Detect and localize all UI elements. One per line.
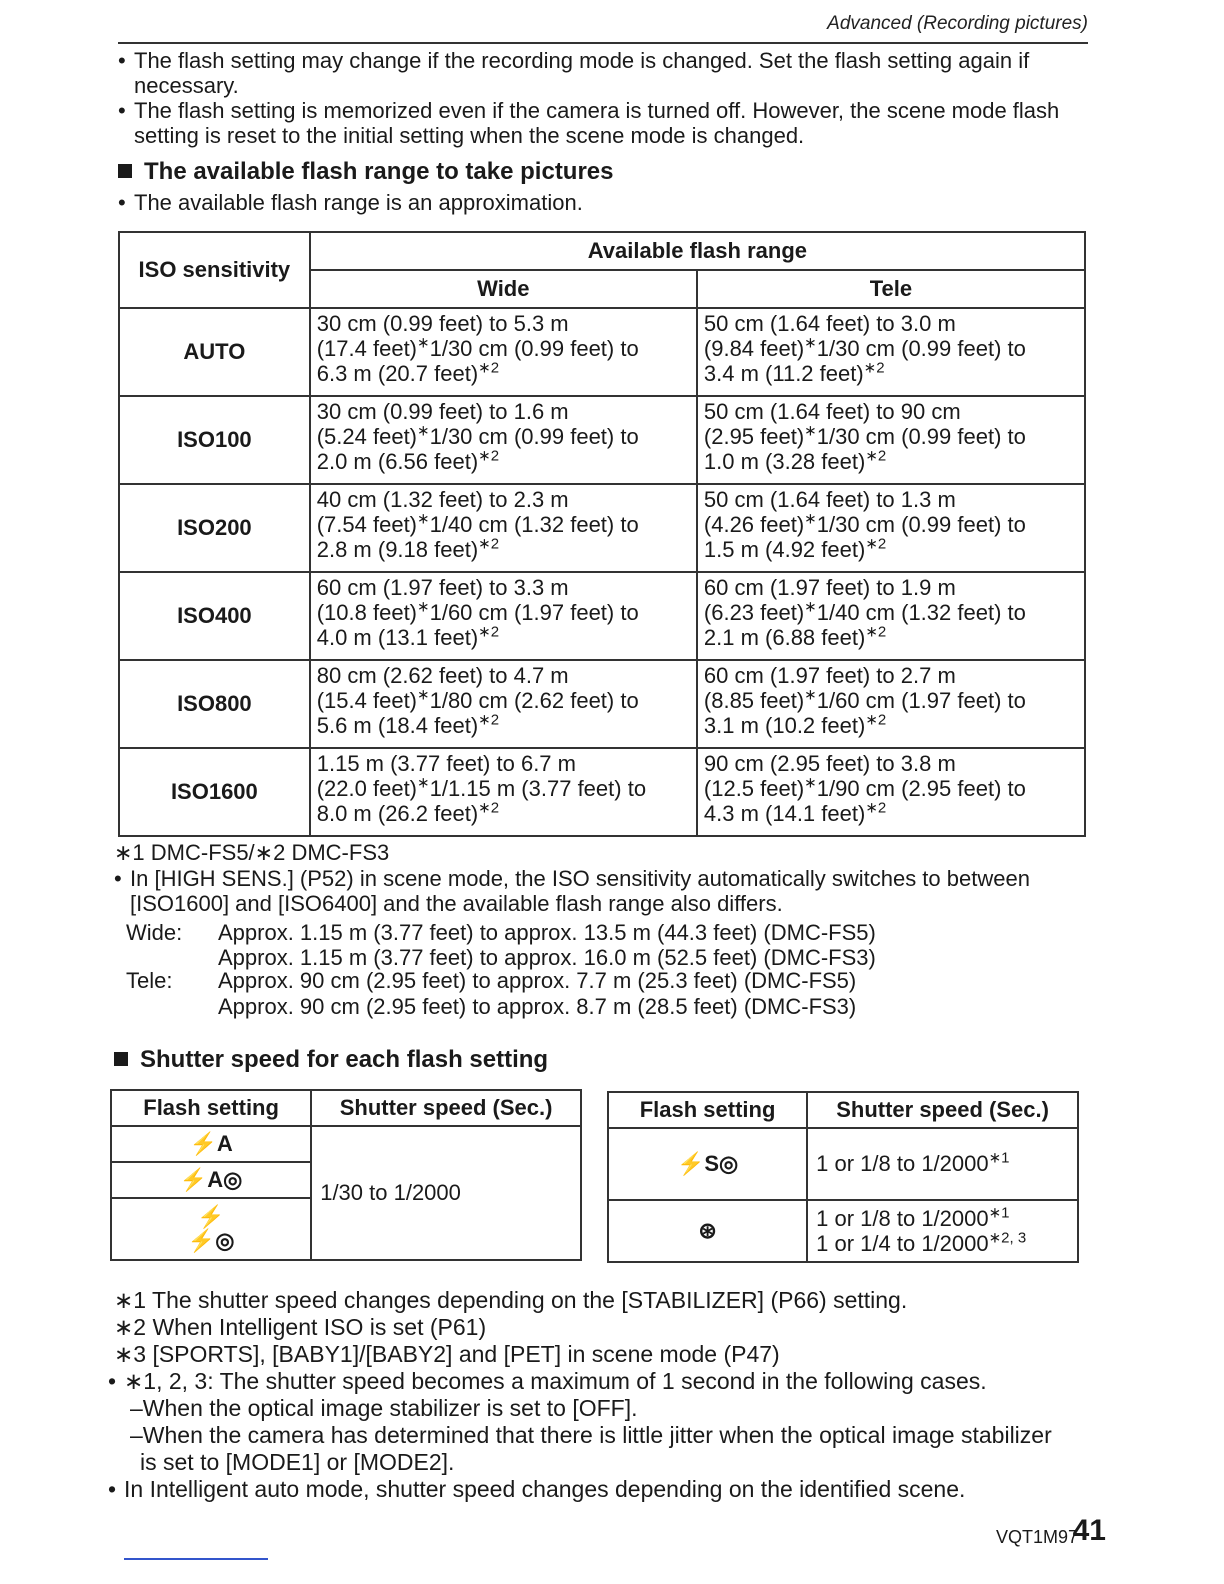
- auto-note: • In Intelligent auto mode, shutter speed changes depending on the identified scene.: [108, 1476, 1074, 1503]
- range-text: (12.5 feet): [703, 776, 805, 801]
- footnote-mark: ∗: [417, 422, 430, 440]
- range-text: 2.0 m (6.56 feet): [316, 449, 479, 474]
- range-text: 60 cm (1.97 feet) to 3.3 m: [316, 575, 569, 600]
- range-text: 1/90 cm (2.95 feet) to: [816, 776, 1026, 801]
- tele-range-cell: [697, 396, 1085, 484]
- intro-bullets: [118, 48, 1088, 148]
- footnote-mark: ∗: [804, 422, 817, 440]
- footnote-mark: ∗: [417, 334, 430, 352]
- range-text: 90 cm (2.95 feet) to 3.8 m: [703, 751, 956, 776]
- approx-label: Tele:: [126, 968, 173, 993]
- iso-value: ISO400: [119, 572, 310, 660]
- iso-value: ISO200: [119, 484, 310, 572]
- flash-setting-icon: [111, 1198, 311, 1260]
- flash-range-heading: [118, 158, 614, 186]
- high-sens-note: • In [HIGH SENS.] (P52) in scene mode, the ISO sensitivity automatically switches to between [ISO1600] and [ISO6400] and the available flash range also differs.: [114, 866, 1090, 916]
- range-text: 80 cm (2.62 feet) to 4.7 m: [316, 663, 569, 688]
- footnote-models: ∗1 DMC-FS5/∗2 DMC-FS3: [114, 840, 390, 865]
- flash-auto-redeye-icon: ⚡A◎: [179, 1167, 243, 1192]
- range-text: 4.3 m (14.1 feet): [703, 801, 866, 826]
- range-text: (5.24 feet): [316, 424, 418, 449]
- table-row: [119, 484, 1085, 572]
- iso-value: ISO100: [119, 396, 310, 484]
- footnote-mark: ∗: [417, 774, 430, 792]
- flash-off-icon: ⊛: [698, 1218, 717, 1243]
- shutter-speed-value: [807, 1200, 1078, 1262]
- footnote-mark: ∗2: [478, 799, 500, 817]
- footnote-mark: ∗2: [478, 359, 500, 377]
- flash-setting-icon: [608, 1200, 807, 1262]
- heading-text: The available flash range to take pictures: [144, 158, 614, 185]
- range-text: 4.0 m (13.1 feet): [316, 625, 479, 650]
- footnote-mark: ∗1: [988, 1149, 1010, 1167]
- range-text: 3.4 m (11.2 feet): [703, 361, 864, 386]
- range-text: 50 cm (1.64 feet) to 3.0 m: [703, 311, 956, 336]
- range-text: 1/60 cm (1.97 feet) to: [429, 600, 639, 625]
- tele-range-cell: [697, 572, 1085, 660]
- footnote-mark: ∗: [417, 686, 430, 704]
- iso-value: AUTO: [119, 308, 310, 396]
- flash-auto-icon: ⚡A: [189, 1131, 233, 1156]
- range-text: 1.0 m (3.28 feet): [703, 449, 866, 474]
- range-text: 50 cm (1.64 feet) to 90 cm: [703, 399, 961, 424]
- wide-range-cell: [310, 308, 697, 396]
- heading-square: [114, 1052, 128, 1066]
- col-flash-header: Flash setting: [608, 1092, 807, 1128]
- range-text: 1/40 cm (1.32 feet) to: [816, 600, 1026, 625]
- range-text: 1/80 cm (2.62 feet) to: [429, 688, 639, 713]
- range-text: 3.1 m (10.2 feet): [703, 713, 866, 738]
- range-text: 1/40 cm (1.32 feet) to: [429, 512, 639, 537]
- shutter-speed-value: 1/30 to 1/2000: [311, 1126, 581, 1260]
- range-text: 1/30 cm (0.99 feet) to: [816, 336, 1026, 361]
- col-iso-header: ISO sensitivity: [119, 232, 310, 308]
- footnote-mark: ∗2: [865, 535, 887, 553]
- range-text: (4.26 feet): [703, 512, 805, 537]
- iso-value: ISO1600: [119, 748, 310, 836]
- speed-text: 1 or 1/8 to 1/2000: [816, 1151, 989, 1176]
- footnote-mark: ∗: [804, 686, 817, 704]
- range-text: 2.8 m (9.18 feet): [316, 537, 479, 562]
- shutter-table-right: [607, 1091, 1079, 1263]
- flash-setting-icon: [608, 1128, 807, 1200]
- page-number: 41: [1072, 1514, 1106, 1547]
- approx-text: Approx. 90 cm (2.95 feet) to approx. 8.7 m (28.5 feet) (DMC-FS3): [218, 994, 857, 1019]
- max-case-1: –When the optical image stabilizer is set to [OFF].: [130, 1395, 638, 1421]
- footnote-mark: ∗2: [865, 447, 887, 465]
- range-text: 1.15 m (3.77 feet) to 6.7 m: [316, 751, 576, 776]
- range-text: 1/60 cm (1.97 feet) to: [816, 688, 1026, 713]
- table-row: [119, 396, 1085, 484]
- max-note: • ∗1, 2, 3: The shutter speed becomes a maximum of 1 second in the following cases.: [108, 1368, 1074, 1395]
- wide-range-cell: [310, 660, 697, 748]
- max-case-2: –When the camera has determined that there is little jitter when the optical image stabilizer is set to [MODE1] or [MODE2].: [130, 1422, 1052, 1475]
- document-code: VQT1M97: [995, 1527, 1078, 1547]
- col-flash-header: Flash setting: [111, 1090, 311, 1126]
- tele-range-cell: [697, 484, 1085, 572]
- footnote-mark: ∗: [417, 510, 430, 528]
- range-text: 1/30 cm (0.99 feet) to: [816, 424, 1026, 449]
- range-text: 60 cm (1.97 feet) to 2.7 m: [703, 663, 956, 688]
- table-row: [119, 308, 1085, 396]
- footnote-mark: ∗2: [863, 359, 885, 377]
- range-text: (22.0 feet): [316, 776, 418, 801]
- footnote-mark: ∗: [417, 598, 430, 616]
- range-text: 2.1 m (6.88 feet): [703, 625, 866, 650]
- wide-range-cell: [310, 748, 697, 836]
- intro-bullet: • The flash setting is memorized even if the camera is turned off. However, the scene mode flash setting is reset to the initial setting when the scene mode is changed.: [118, 98, 1088, 148]
- approx-text: Approx. 90 cm (2.95 feet) to approx. 7.7 m (25.3 feet) (DMC-FS5): [218, 968, 857, 993]
- speed-text: 1 or 1/8 to 1/2000: [816, 1206, 989, 1231]
- shutter-notes: [114, 1287, 1074, 1503]
- footnote-mark: ∗: [804, 510, 817, 528]
- intro-bullet: • The flash setting may change if the recording mode is changed. Set the flash setting again if necessary.: [118, 48, 1088, 98]
- footnote-mark: ∗2: [865, 623, 887, 641]
- range-text: 1.5 m (4.92 feet): [703, 537, 866, 562]
- footnote-mark: ∗2: [865, 799, 887, 817]
- range-text: 30 cm (0.99 feet) to 1.6 m: [316, 399, 569, 424]
- footnote-mark: ∗: [804, 334, 817, 352]
- range-text: 8.0 m (26.2 feet): [316, 801, 479, 826]
- wide-range-cell: [310, 572, 697, 660]
- note-3: ∗3 [SPORTS], [BABY1]/[BABY2] and [PET] in scene mode (P47): [114, 1341, 780, 1367]
- col-speed-header: Shutter speed (Sec.): [311, 1090, 581, 1126]
- flash-setting-icon: [111, 1162, 311, 1198]
- range-text: 1/30 cm (0.99 feet) to: [429, 424, 639, 449]
- flash-range-note: • The available flash range is an approximation.: [118, 190, 583, 215]
- flash-range-table: [118, 231, 1086, 837]
- range-text: 5.6 m (18.4 feet): [316, 713, 479, 738]
- footnote-mark: ∗: [804, 598, 817, 616]
- wide-range-cell: [310, 396, 697, 484]
- tele-range-cell: [697, 748, 1085, 836]
- range-text: 1/30 cm (0.99 feet) to: [429, 336, 639, 361]
- footnote-mark: ∗2: [478, 711, 500, 729]
- col-group-header: Available flash range: [310, 232, 1085, 270]
- col-wide-header: Wide: [310, 270, 697, 308]
- bottom-rule: [124, 1558, 268, 1560]
- shutter-table-left: [110, 1089, 582, 1261]
- footnote-mark: ∗1: [988, 1204, 1010, 1222]
- range-text: 50 cm (1.64 feet) to 1.3 m: [703, 487, 956, 512]
- tele-range-cell: [697, 308, 1085, 396]
- range-text: 6.3 m (20.7 feet): [316, 361, 479, 386]
- shutter-heading: [114, 1046, 548, 1074]
- footnote-mark: ∗2: [478, 535, 500, 553]
- approx-text: Approx. 1.15 m (3.77 feet) to approx. 13.5 m (44.3 feet) (DMC-FS5): [218, 920, 876, 945]
- footnote-mark: ∗2: [478, 623, 500, 641]
- note-2: ∗2 When Intelligent ISO is set (P61): [114, 1314, 487, 1340]
- approx-label: Wide:: [126, 920, 183, 945]
- header-rule: [118, 42, 1088, 44]
- slow-sync-redeye-icon: ⚡S◎: [676, 1151, 739, 1176]
- range-text: (7.54 feet): [316, 512, 418, 537]
- table-row: [119, 660, 1085, 748]
- note-1: ∗1 The shutter speed changes depending on the [STABILIZER] (P66) setting.: [114, 1287, 908, 1313]
- table-row: [119, 748, 1085, 836]
- footnote-mark: ∗2: [865, 711, 887, 729]
- col-speed-header: Shutter speed (Sec.): [807, 1092, 1078, 1128]
- range-text: (6.23 feet): [703, 600, 805, 625]
- range-text: (8.85 feet): [703, 688, 805, 713]
- tele-range-cell: [697, 660, 1085, 748]
- range-text: 60 cm (1.97 feet) to 1.9 m: [703, 575, 956, 600]
- approx-list: [126, 920, 1026, 1020]
- range-text: (2.95 feet): [703, 424, 805, 449]
- wide-range-cell: [310, 484, 697, 572]
- col-tele-header: Tele: [697, 270, 1085, 308]
- range-text: (15.4 feet): [316, 688, 418, 713]
- range-text: (10.8 feet): [316, 600, 418, 625]
- shutter-speed-value: [807, 1128, 1078, 1200]
- iso-value: ISO800: [119, 660, 310, 748]
- section-header: Advanced (Recording pictures): [827, 13, 1088, 34]
- speed-text: 1 or 1/4 to 1/2000: [816, 1231, 989, 1256]
- range-text: (9.84 feet): [703, 336, 805, 361]
- footnote-mark: ∗2: [478, 447, 500, 465]
- heading-square: [118, 164, 132, 178]
- flash-setting-icon: [111, 1126, 311, 1162]
- range-text: 1/1.15 m (3.77 feet) to: [429, 776, 647, 801]
- range-text: 40 cm (1.32 feet) to 2.3 m: [316, 487, 569, 512]
- table-row: [119, 572, 1085, 660]
- approx-text: Approx. 1.15 m (3.77 feet) to approx. 16.0 m (52.5 feet) (DMC-FS3): [218, 945, 876, 970]
- range-text: 1/30 cm (0.99 feet) to: [816, 512, 1026, 537]
- heading-text: Shutter speed for each flash setting: [140, 1046, 549, 1073]
- footnote-mark: ∗: [804, 774, 817, 792]
- flash-forced-on-icon: ⚡: [197, 1204, 225, 1229]
- footnote-mark: ∗2, 3: [988, 1229, 1027, 1247]
- range-text: (17.4 feet): [316, 336, 418, 361]
- range-text: 30 cm (0.99 feet) to 5.3 m: [316, 311, 569, 336]
- flash-forced-redeye-icon: ⚡◎: [187, 1228, 235, 1253]
